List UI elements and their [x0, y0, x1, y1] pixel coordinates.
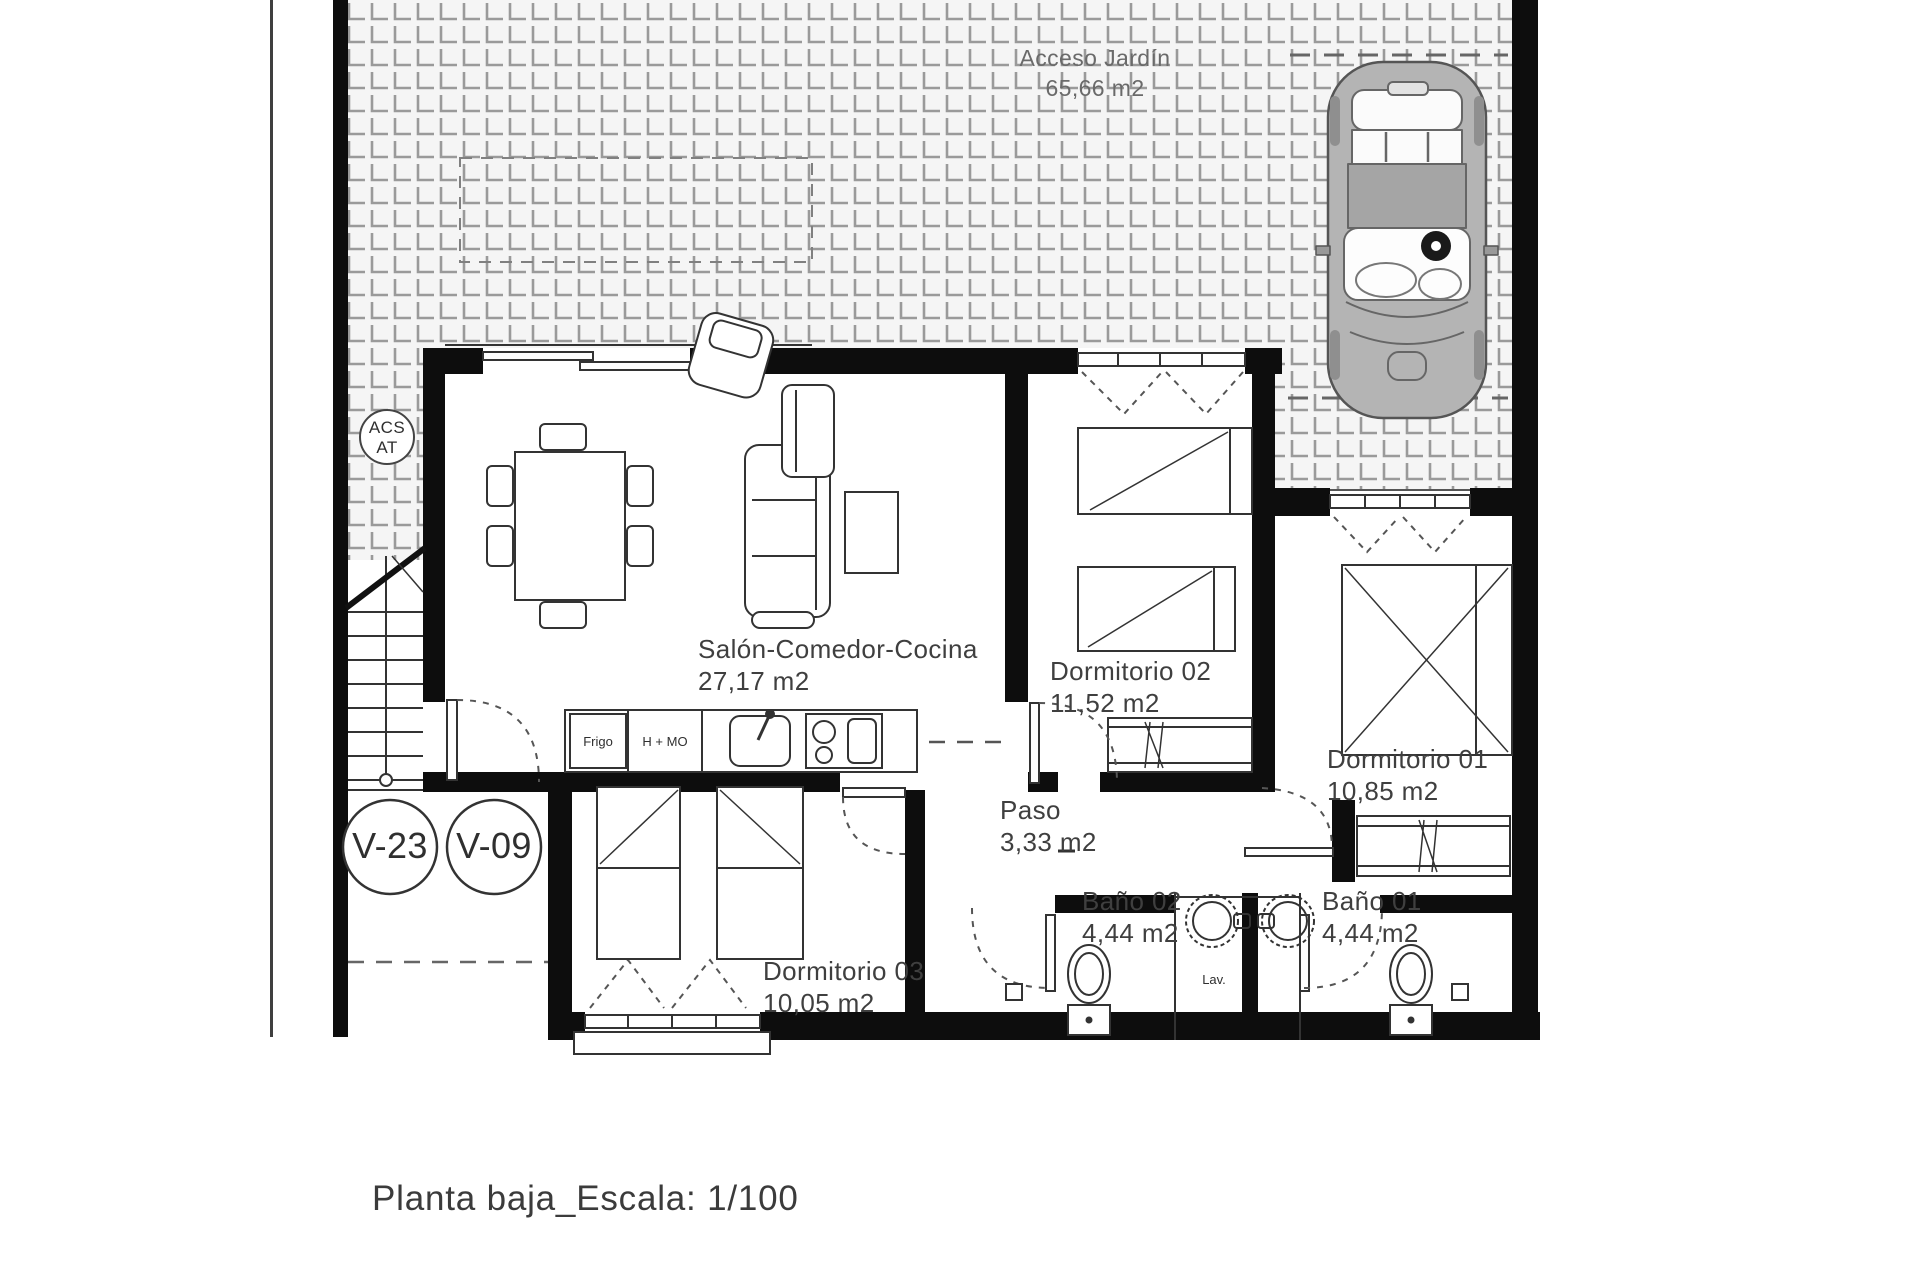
- room-name: Paso: [1000, 795, 1061, 825]
- garden-label: [1010, 44, 1180, 104]
- stairs: [346, 548, 425, 786]
- room-label-dormitorio-01: [1327, 744, 1488, 807]
- room-label-salon: [698, 634, 978, 697]
- coffee-table: [845, 492, 898, 573]
- sink: [730, 716, 790, 766]
- room-area: 10,85 m2: [1327, 775, 1439, 806]
- acs-line1: ACS: [368, 418, 406, 437]
- room-area: 4,44 m2: [1322, 917, 1419, 948]
- fridge-label: Frigo: [583, 734, 613, 749]
- room-name: Dormitorio 01: [1327, 744, 1489, 774]
- v23-marker: V-23: [352, 825, 428, 866]
- room-area: 3,33 m2: [1000, 826, 1097, 857]
- acs-line2: AT: [376, 437, 398, 457]
- room-label-dormitorio-03: [763, 956, 924, 1019]
- shower-drain: [1006, 984, 1022, 1000]
- side-chair: [782, 385, 834, 477]
- room-label-bano-01: [1322, 886, 1422, 949]
- car-top-view: [1316, 62, 1498, 418]
- room-area: 27,17 m2: [698, 665, 810, 696]
- garden-name: Acceso Jardín: [1019, 45, 1171, 71]
- room-name: Salón-Comedor-Cocina: [698, 634, 978, 664]
- room-name: Baño 02: [1082, 886, 1182, 916]
- room-name: Dormitorio 03: [763, 956, 925, 986]
- acs-marker: [352, 418, 422, 457]
- dining-set: [487, 424, 653, 628]
- room-label-bano-02: [1082, 886, 1182, 949]
- room-area: 11,52 m2: [1050, 687, 1160, 718]
- room-label-dormitorio-02: [1050, 656, 1211, 719]
- shower-drain: [1452, 984, 1468, 1000]
- oven-micro-label: H + MO: [642, 734, 688, 749]
- room-area: 4,44 m2: [1082, 917, 1179, 948]
- garden-area: 65,66 m2: [1045, 74, 1145, 101]
- room-name: Baño 01: [1322, 886, 1422, 916]
- laundry-label: Lav.: [1202, 972, 1226, 987]
- room-area: 10,05 m2: [763, 987, 875, 1018]
- room-name: Dormitorio 02: [1050, 656, 1212, 686]
- room-label-paso: [1000, 795, 1097, 858]
- v09-marker: V-09: [456, 825, 532, 866]
- plan-title: Planta baja_Escala: 1/100: [372, 1179, 799, 1218]
